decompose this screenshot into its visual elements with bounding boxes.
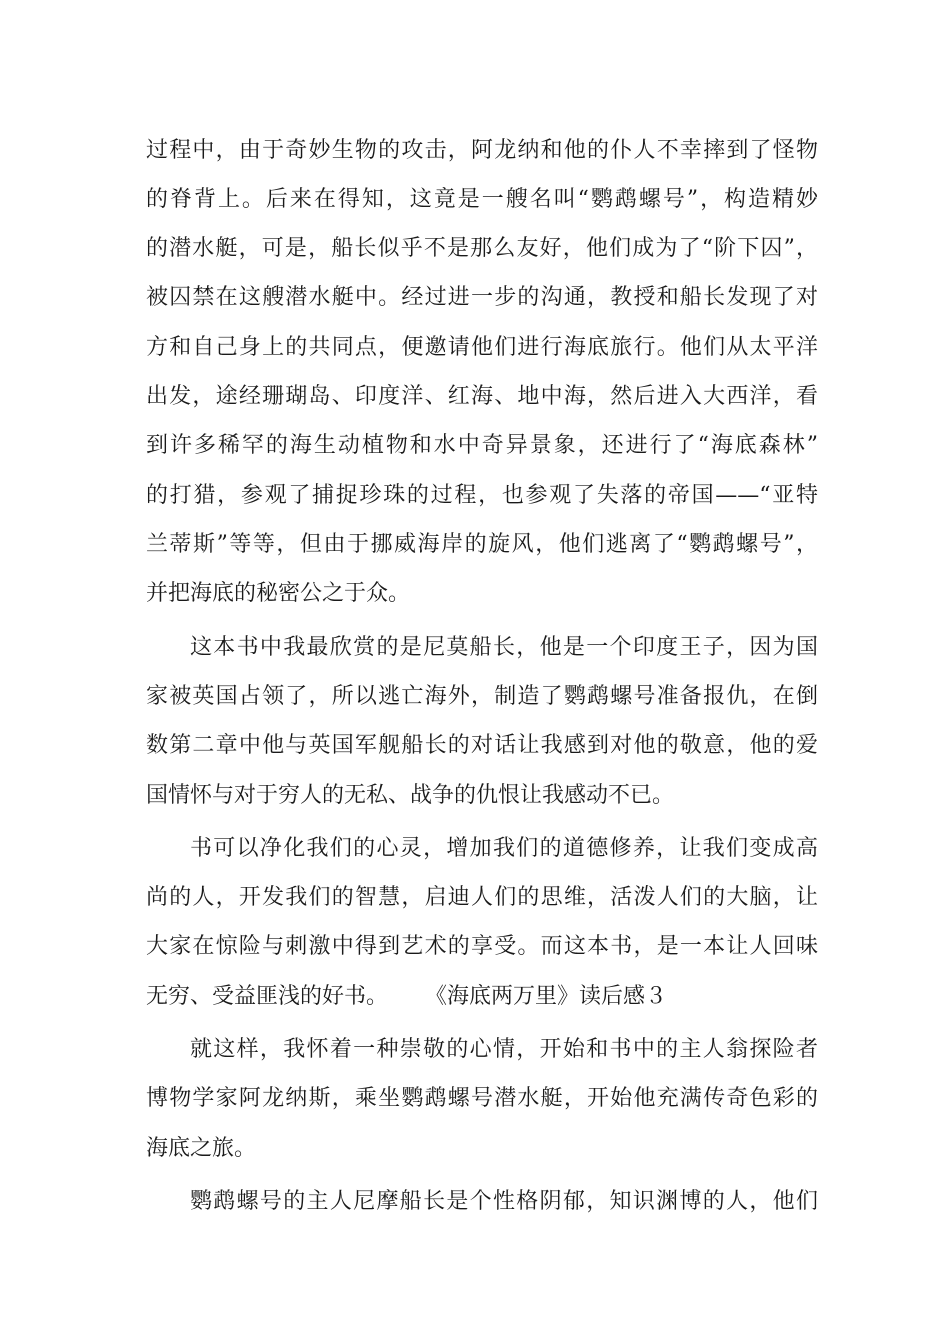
text-line: 大家在惊险与刺激中得到艺术的享受。而这本书，是一本让人回味 [146, 934, 818, 959]
text-line: 被囚禁在这艘潜水艇中。经过进一步的沟通，教授和船长发现了对 [146, 285, 818, 310]
text-line: 并把海底的秘密公之于众。 [146, 581, 411, 606]
text-line: 的脊背上。后来在得知，这竟是一艘名叫“鹦鹉螺号”，构造精妙 [146, 187, 818, 212]
text-line: 兰蒂斯”等等，但由于挪威海岸的旋风，他们逃离了“鹦鹉螺号”， [146, 532, 818, 557]
text-line: 家被英国占领了，所以逃亡海外，制造了鹦鹉螺号准备报仇，在倒 [146, 684, 818, 709]
text-line: 书可以净化我们的心灵，增加我们的道德修养，让我们变成高 [190, 836, 818, 861]
text-line: 海底之旅。 [146, 1136, 257, 1161]
text-line: 国情怀与对于穷人的无私、战争的仇恨让我感动不已。 [146, 783, 675, 808]
text-line: 的打猎，参观了捕捉珍珠的过程，也参观了失落的帝国——“亚特 [146, 483, 818, 508]
text-line: 到许多稀罕的海生动植物和水中奇异景象，还进行了“海底森林” [146, 433, 818, 458]
text-line-with-title [146, 977, 818, 1017]
text-line: 数第二章中他与英国军舰船长的对话让我感到对他的敬意，他的爱 [146, 733, 818, 758]
text-line: 就这样，我怀着一种崇敬的心情，开始和书中的主人翁探险者 [190, 1037, 818, 1062]
text-line: 博物学家阿龙纳斯，乘坐鹦鹉螺号潜水艇，开始他充满传奇色彩的 [146, 1086, 818, 1111]
text-line: 的潜水艇，可是，船长似乎不是那么友好，他们成为了“阶下囚”， [146, 236, 818, 261]
section-title: 《海底两万里》读后感３ [436, 984, 668, 1009]
text-line: 过程中，由于奇妙生物的攻击，阿龙纳和他的仆人不幸摔到了怪物 [146, 138, 818, 163]
text-line: 尚的人，开发我们的智慧，启迪人们的思维，活泼人们的大脑，让 [146, 885, 818, 910]
text-line: 鹦鹉螺号的主人尼摩船长是个性格阴郁，知识渊博的人，他们 [190, 1189, 818, 1214]
text-span: 无穷、受益匪浅的好书。 [146, 984, 389, 1009]
text-line: 出发，途经珊瑚岛、印度洋、红海、地中海，然后进入大西洋，看 [146, 384, 818, 409]
text-line: 方和自己身上的共同点，便邀请他们进行海底旅行。他们从太平洋 [146, 335, 818, 360]
text-line: 这本书中我最欣赏的是尼莫船长，他是一个印度王子，因为国 [190, 635, 818, 660]
